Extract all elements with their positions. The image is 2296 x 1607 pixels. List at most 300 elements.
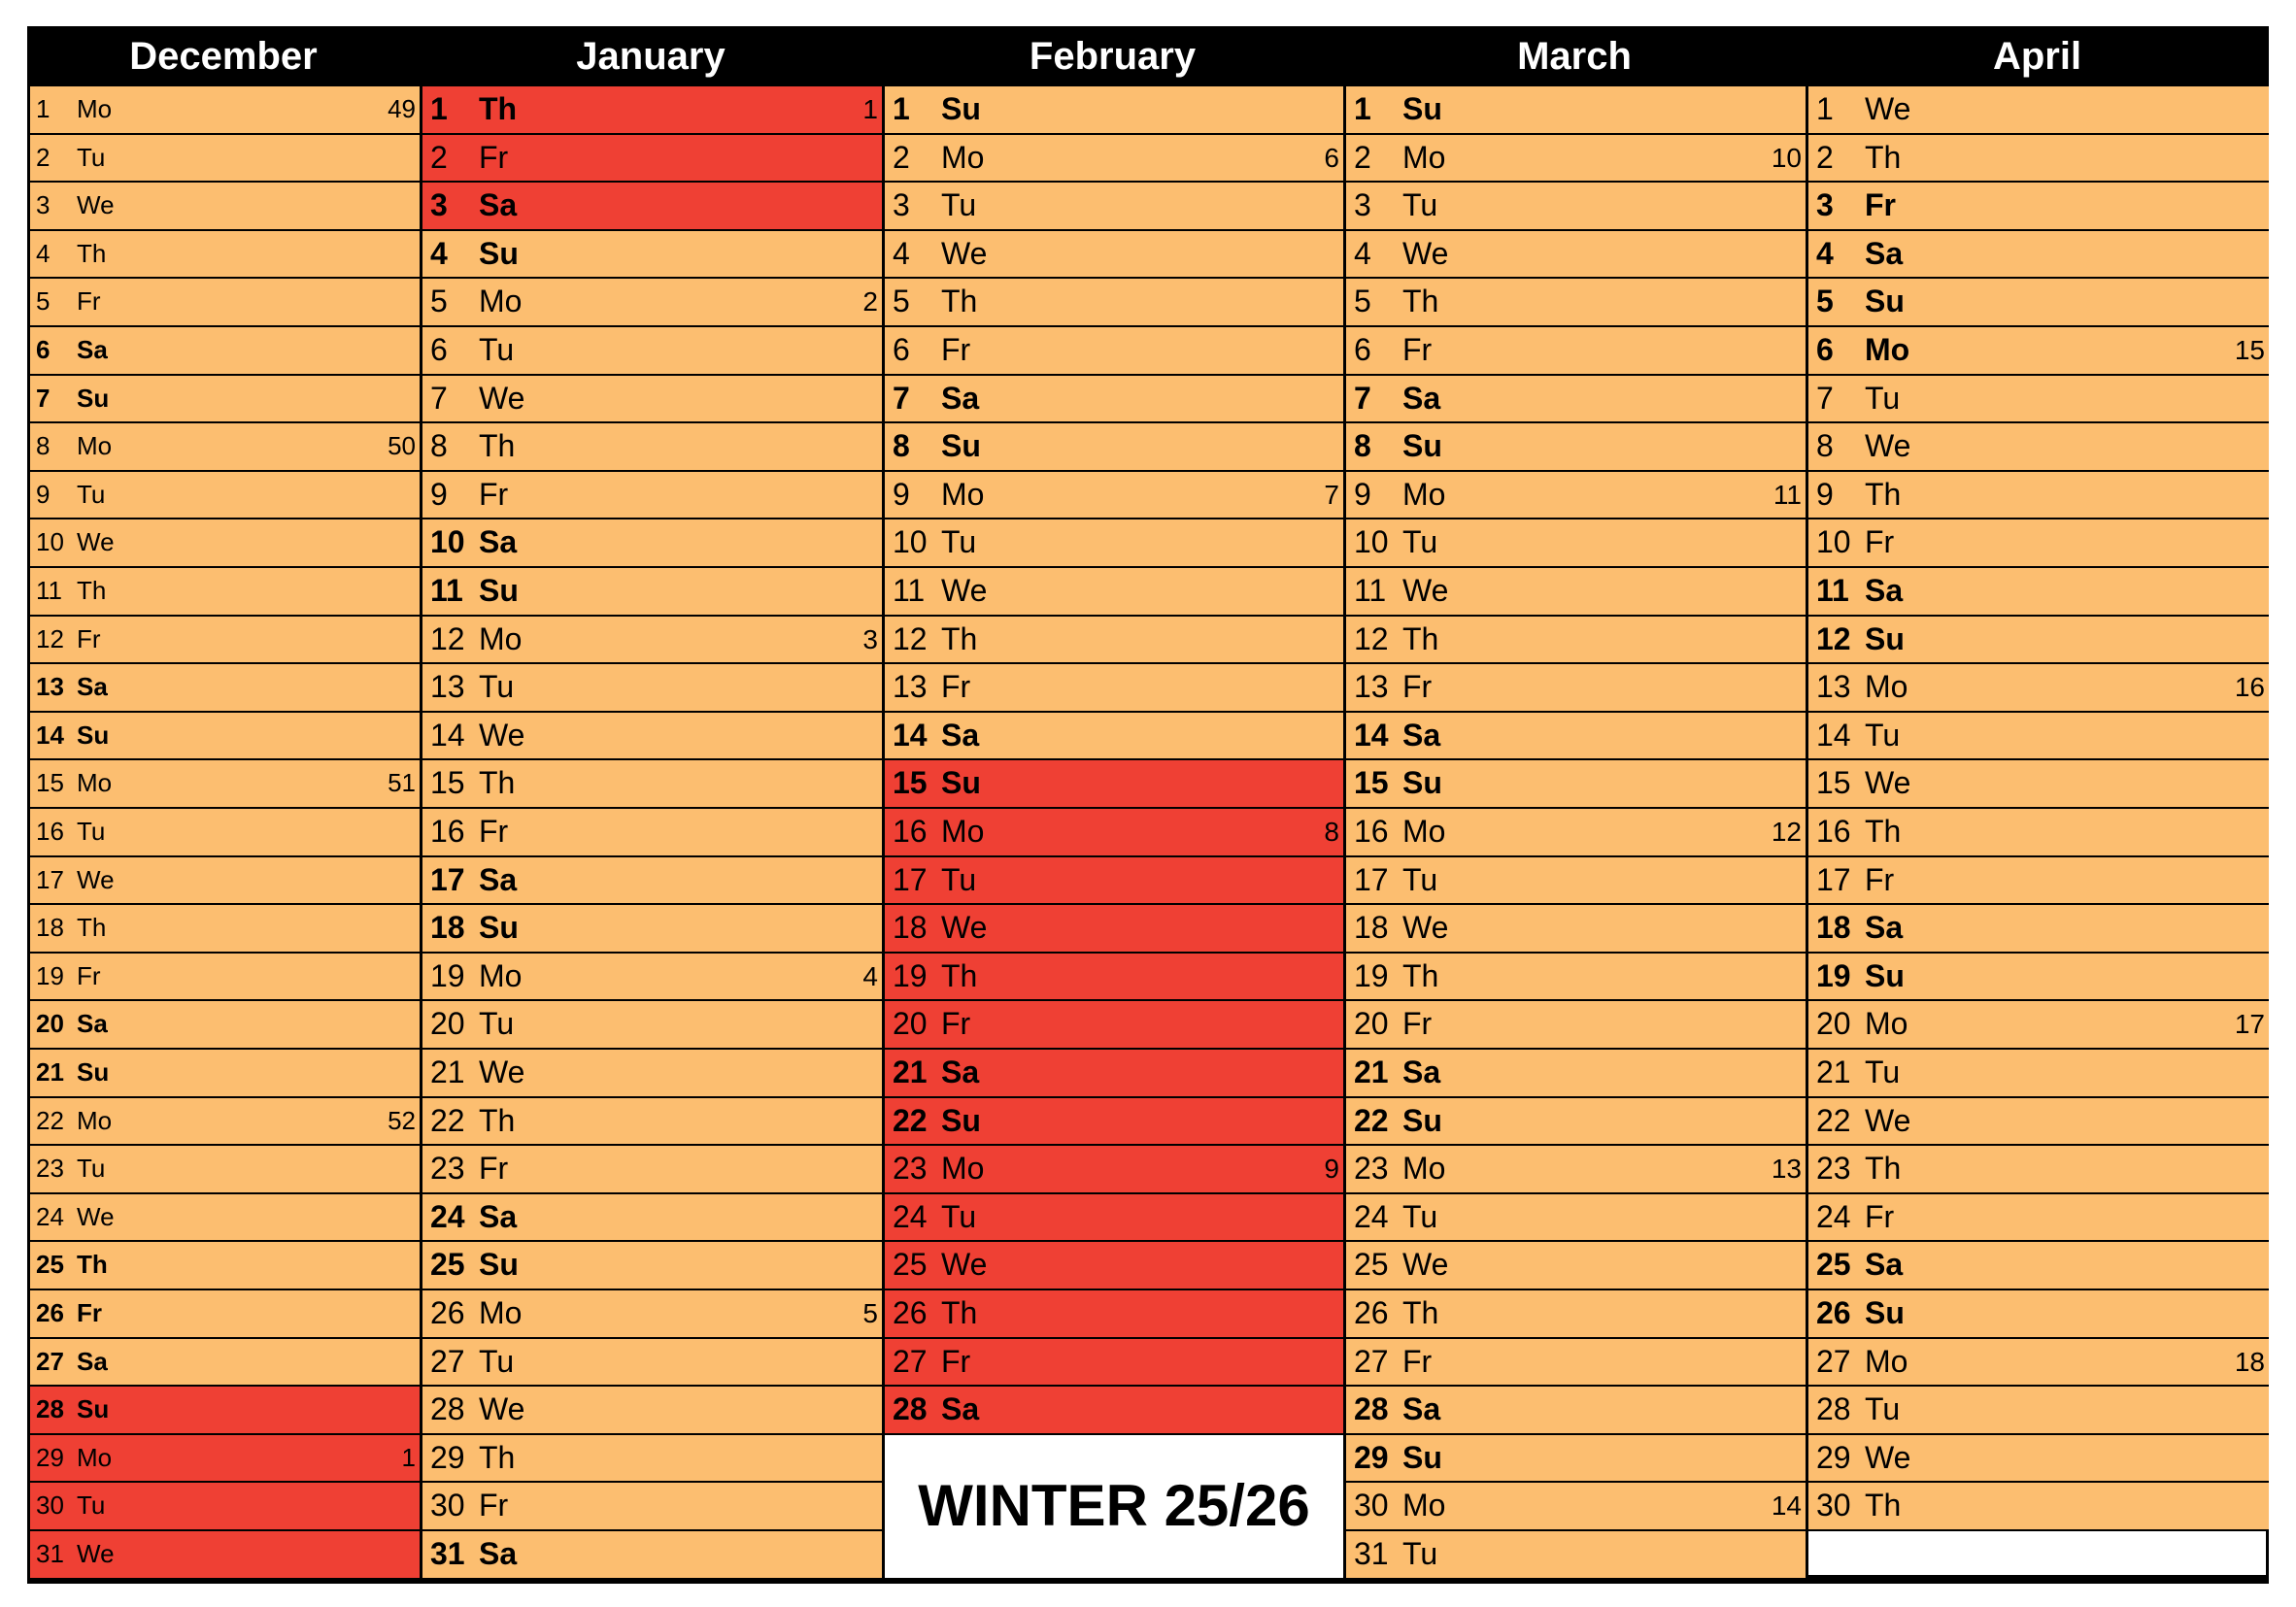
week-number: 12 xyxy=(1771,817,1802,847)
day-number: 5 xyxy=(36,286,51,317)
weekday: Th xyxy=(1865,476,1902,512)
day-cell xyxy=(885,86,1343,133)
day-number: 12 xyxy=(430,620,465,656)
day-number: 4 xyxy=(430,235,448,271)
weekday: Su xyxy=(479,1247,519,1283)
week-number: 6 xyxy=(1324,142,1339,173)
day-number: 27 xyxy=(893,1343,928,1379)
day-number: 19 xyxy=(36,960,64,990)
weekday: Th xyxy=(1865,139,1902,175)
day-number: 21 xyxy=(1816,1055,1851,1089)
day-number: 23 xyxy=(36,1154,64,1184)
weekday: We xyxy=(1402,235,1449,271)
month-header-december: December xyxy=(129,35,318,78)
weekday: We xyxy=(77,1539,115,1568)
day-number: 26 xyxy=(36,1298,64,1327)
weekday: Su xyxy=(479,235,519,271)
weekday: Fr xyxy=(1865,1198,1895,1234)
week-number: 9 xyxy=(1324,1154,1339,1185)
day-number: 27 xyxy=(36,1346,64,1376)
day-number: 9 xyxy=(1354,476,1371,512)
day-number: 27 xyxy=(1354,1343,1389,1379)
day-cell xyxy=(885,954,1343,1000)
day-number: 16 xyxy=(893,814,928,849)
day-cell xyxy=(1346,327,1806,374)
week-number: 8 xyxy=(1324,817,1339,847)
weekday: Th xyxy=(479,428,516,464)
weekday: Tu xyxy=(1865,717,1901,753)
week-number: 1 xyxy=(862,94,878,124)
month-header-january: January xyxy=(576,35,726,78)
day-cell xyxy=(885,519,1343,566)
day-number: 30 xyxy=(430,1488,465,1523)
week-number: 3 xyxy=(862,623,878,654)
weekday: Su xyxy=(1402,91,1442,126)
day-cell xyxy=(1808,1001,2269,1048)
day-number: 11 xyxy=(1354,573,1387,608)
day-number: 21 xyxy=(893,1055,928,1089)
empty-cell xyxy=(1808,1531,2266,1575)
weekday: Mo xyxy=(77,1442,113,1472)
weekday: We xyxy=(77,864,115,894)
day-cell xyxy=(30,1098,420,1145)
day-cell xyxy=(885,1387,1343,1433)
day-cell xyxy=(1346,954,1806,1000)
day-number: 4 xyxy=(1354,235,1371,271)
day-number: 29 xyxy=(430,1439,465,1475)
day-number: 3 xyxy=(1816,187,1834,223)
day-cell xyxy=(422,1483,882,1529)
weekday: Mo xyxy=(479,957,523,993)
day-number: 24 xyxy=(430,1198,465,1234)
weekday: Tu xyxy=(479,332,515,367)
weekday: Mo xyxy=(941,814,985,849)
day-number: 16 xyxy=(430,814,465,849)
weekday: Sa xyxy=(1865,1247,1904,1283)
day-number: 3 xyxy=(36,190,51,220)
day-cell xyxy=(30,809,420,855)
weekday: We xyxy=(1865,765,1911,801)
day-cell xyxy=(1808,135,2269,182)
day-cell xyxy=(30,617,420,663)
week-number: 7 xyxy=(1324,479,1339,510)
day-number: 7 xyxy=(893,380,910,416)
day-cell xyxy=(30,472,420,519)
day-number: 16 xyxy=(1354,814,1389,849)
day-cell xyxy=(1346,86,1806,133)
day-cell xyxy=(422,1387,882,1433)
weekday: Th xyxy=(77,576,107,605)
day-cell xyxy=(1346,1146,1806,1192)
weekday: Mo xyxy=(941,139,985,175)
weekday: Fr xyxy=(941,1006,971,1042)
weekday: Fr xyxy=(1402,332,1433,367)
day-number: 5 xyxy=(430,284,448,319)
week-number: 1 xyxy=(401,1442,416,1472)
weekday: Tu xyxy=(1402,1198,1438,1234)
weekday: Mo xyxy=(1865,1343,1908,1379)
week-number: 18 xyxy=(2234,1346,2265,1377)
weekday: Tu xyxy=(77,817,106,846)
day-cell xyxy=(1808,1146,2269,1192)
weekday: Th xyxy=(479,765,516,801)
day-cell xyxy=(30,1242,420,1289)
day-number: 29 xyxy=(36,1442,64,1472)
day-cell xyxy=(422,183,882,229)
weekday: Th xyxy=(77,238,107,268)
weekday: Mo xyxy=(479,620,523,656)
day-cell xyxy=(885,1001,1343,1048)
weekday: We xyxy=(1865,1439,1911,1475)
weekday: We xyxy=(1402,1247,1449,1283)
weekday: Mo xyxy=(1402,814,1446,849)
day-cell xyxy=(422,954,882,1000)
day-number: 15 xyxy=(893,765,928,801)
weekday: Su xyxy=(479,910,519,946)
day-number: 24 xyxy=(893,1198,928,1234)
day-cell xyxy=(30,1290,420,1337)
weekday: Su xyxy=(77,383,110,413)
day-number: 24 xyxy=(1816,1198,1851,1234)
day-number: 16 xyxy=(1816,814,1851,849)
weekday: Sa xyxy=(479,187,518,223)
weekday: Mo xyxy=(77,94,113,123)
day-number: 31 xyxy=(1354,1536,1389,1571)
weekday: Mo xyxy=(1402,1151,1446,1187)
day-number: 23 xyxy=(1816,1151,1851,1187)
day-cell xyxy=(422,1339,882,1386)
day-cell xyxy=(422,1435,882,1482)
day-number: 25 xyxy=(893,1247,928,1283)
day-cell xyxy=(422,1001,882,1048)
day-number: 28 xyxy=(1354,1391,1389,1427)
day-number: 15 xyxy=(36,768,64,798)
weekday: Su xyxy=(1865,620,1905,656)
weekday: Su xyxy=(1865,957,1905,993)
day-number: 18 xyxy=(36,913,64,943)
day-cell xyxy=(422,1242,882,1289)
week-number: 16 xyxy=(2234,672,2265,703)
weekday: Th xyxy=(479,91,518,126)
day-number: 5 xyxy=(893,284,910,319)
weekday: Tu xyxy=(1402,1536,1438,1571)
day-cell xyxy=(1346,1194,1806,1241)
day-cell xyxy=(1808,760,2269,807)
day-number: 11 xyxy=(36,576,62,605)
weekday: We xyxy=(1865,1102,1911,1138)
weekday: Sa xyxy=(941,717,980,753)
day-cell xyxy=(1346,1242,1806,1289)
weekday: Fr xyxy=(479,814,509,849)
day-cell xyxy=(1346,664,1806,711)
weekday: Th xyxy=(941,620,978,656)
day-number: 18 xyxy=(1816,910,1851,946)
day-cell xyxy=(1346,1001,1806,1048)
day-cell xyxy=(1346,1050,1806,1096)
day-cell xyxy=(1808,617,2269,663)
day-cell xyxy=(1808,423,2269,470)
day-cell xyxy=(1346,713,1806,759)
day-number: 13 xyxy=(430,669,465,705)
day-cell xyxy=(1808,1050,2269,1096)
day-number: 25 xyxy=(36,1250,64,1280)
day-cell xyxy=(30,1001,420,1048)
day-cell xyxy=(885,568,1343,615)
weekday: Su xyxy=(1402,1102,1442,1138)
day-number: 27 xyxy=(430,1343,465,1379)
day-cell xyxy=(1346,857,1806,904)
day-number: 9 xyxy=(36,479,51,509)
day-cell xyxy=(30,713,420,759)
day-number: 2 xyxy=(430,139,448,175)
weekday: Su xyxy=(941,428,981,464)
weekday: Th xyxy=(479,1439,516,1475)
day-cell xyxy=(30,1050,420,1096)
weekday: Fr xyxy=(1865,524,1895,560)
day-number: 1 xyxy=(430,91,448,126)
day-cell xyxy=(30,664,420,711)
weekday: Mo xyxy=(77,768,113,798)
weekday: Sa xyxy=(479,1198,518,1234)
day-number: 2 xyxy=(1816,139,1834,175)
weekday: Sa xyxy=(77,672,108,702)
day-cell xyxy=(885,713,1343,759)
day-number: 9 xyxy=(1816,476,1834,512)
month-header-march: March xyxy=(1517,35,1632,78)
day-number: 20 xyxy=(430,1006,465,1042)
day-number: 6 xyxy=(1354,332,1371,367)
weekday: We xyxy=(941,573,988,608)
day-number: 19 xyxy=(1354,957,1389,993)
day-number: 22 xyxy=(36,1105,64,1135)
weekday: Mo xyxy=(1402,476,1446,512)
weekday: Su xyxy=(479,573,519,608)
day-cell xyxy=(422,1050,882,1096)
day-cell xyxy=(422,617,882,663)
day-cell xyxy=(1346,1387,1806,1433)
week-number: 5 xyxy=(862,1298,878,1328)
weekday: Su xyxy=(77,1394,110,1424)
day-cell xyxy=(422,86,882,133)
week-number: 52 xyxy=(388,1105,416,1135)
day-number: 11 xyxy=(1816,573,1849,608)
winter-calendar xyxy=(27,26,2269,1584)
weekday: Mo xyxy=(479,284,523,319)
day-number: 17 xyxy=(893,861,928,897)
weekday: Su xyxy=(941,91,981,126)
weekday: Mo xyxy=(941,1151,985,1187)
weekday: Fr xyxy=(77,1298,102,1327)
day-number: 22 xyxy=(893,1102,928,1138)
day-number: 1 xyxy=(36,94,51,123)
month-header-april: April xyxy=(1992,35,2082,78)
weekday: We xyxy=(1402,573,1449,608)
day-cell xyxy=(422,713,882,759)
day-number: 6 xyxy=(36,335,51,364)
day-cell xyxy=(885,617,1343,663)
day-number: 10 xyxy=(1816,524,1851,560)
day-number: 18 xyxy=(430,910,465,946)
day-cell xyxy=(30,857,420,904)
day-number: 14 xyxy=(1816,717,1851,753)
day-cell xyxy=(422,327,882,374)
day-number: 3 xyxy=(1354,187,1371,223)
day-number: 28 xyxy=(893,1391,928,1427)
weekday: Su xyxy=(1402,765,1442,801)
day-cell xyxy=(885,1050,1343,1096)
weekday: Tu xyxy=(77,142,106,172)
day-number: 15 xyxy=(1354,765,1389,801)
day-cell xyxy=(30,423,420,470)
day-cell xyxy=(1346,183,1806,229)
day-cell xyxy=(1808,327,2269,374)
day-number: 14 xyxy=(430,717,465,753)
day-cell xyxy=(885,857,1343,904)
day-number: 26 xyxy=(893,1295,928,1330)
day-cell xyxy=(1346,423,1806,470)
week-number: 11 xyxy=(1773,479,1802,510)
day-number: 24 xyxy=(1354,1198,1389,1234)
weekday: Mo xyxy=(1865,1006,1908,1042)
day-number: 1 xyxy=(1816,91,1834,126)
day-number: 17 xyxy=(36,864,64,894)
weekday: Sa xyxy=(479,1536,518,1571)
day-cell xyxy=(30,1194,420,1241)
day-number: 10 xyxy=(1354,524,1389,560)
day-cell xyxy=(422,376,882,422)
day-number: 3 xyxy=(893,187,910,223)
day-number: 18 xyxy=(1354,910,1389,946)
day-cell xyxy=(1808,954,2269,1000)
day-cell xyxy=(422,1194,882,1241)
day-number: 13 xyxy=(36,672,64,702)
weekday: Tu xyxy=(479,1343,515,1379)
week-number: 17 xyxy=(2234,1009,2265,1040)
day-cell xyxy=(1346,905,1806,952)
day-number: 7 xyxy=(1816,380,1834,416)
weekday: Tu xyxy=(77,479,106,509)
day-number: 10 xyxy=(893,524,928,560)
weekday: Th xyxy=(941,1295,978,1330)
day-cell xyxy=(422,423,882,470)
day-number: 19 xyxy=(893,957,928,993)
weekday: Th xyxy=(77,1250,108,1280)
day-number: 15 xyxy=(430,765,465,801)
day-cell xyxy=(422,857,882,904)
weekday: Mo xyxy=(941,476,985,512)
weekday: Th xyxy=(1402,957,1439,993)
weekday: Sa xyxy=(1402,717,1441,753)
day-cell xyxy=(1808,664,2269,711)
day-number: 26 xyxy=(1816,1295,1851,1330)
day-cell xyxy=(1808,86,2269,133)
day-number: 12 xyxy=(893,620,928,656)
weekday: We xyxy=(1402,910,1449,946)
day-cell xyxy=(1346,1290,1806,1337)
day-number: 17 xyxy=(1816,861,1851,897)
day-cell xyxy=(30,760,420,807)
day-cell xyxy=(30,279,420,325)
weekday: Fr xyxy=(1865,187,1896,223)
day-number: 5 xyxy=(1816,284,1834,319)
day-cell xyxy=(1808,1242,2269,1289)
day-number: 1 xyxy=(1354,91,1371,126)
weekday: Su xyxy=(77,1057,110,1087)
day-cell xyxy=(30,86,420,133)
day-cell xyxy=(885,376,1343,422)
weekday: Tu xyxy=(479,669,515,705)
weekday: Sa xyxy=(941,1055,980,1089)
day-number: 18 xyxy=(893,910,928,946)
day-number: 27 xyxy=(1816,1343,1851,1379)
day-number: 13 xyxy=(893,669,928,705)
weekday: Su xyxy=(1865,284,1905,319)
day-cell xyxy=(885,135,1343,182)
weekday: Mo xyxy=(77,1105,113,1135)
day-cell xyxy=(422,760,882,807)
weekday: Tu xyxy=(479,1006,515,1042)
day-cell xyxy=(30,1387,420,1433)
day-number: 28 xyxy=(430,1391,465,1427)
day-cell xyxy=(885,1339,1343,1386)
day-cell xyxy=(1808,472,2269,519)
day-cell xyxy=(1808,519,2269,566)
day-number: 19 xyxy=(430,957,465,993)
day-number: 21 xyxy=(36,1057,64,1087)
day-cell xyxy=(885,423,1343,470)
day-number: 22 xyxy=(1354,1102,1389,1138)
day-number: 10 xyxy=(430,524,465,560)
day-number: 28 xyxy=(1816,1391,1851,1427)
day-number: 3 xyxy=(430,187,448,223)
day-cell xyxy=(885,809,1343,855)
day-cell xyxy=(1346,472,1806,519)
day-number: 8 xyxy=(1354,428,1371,464)
day-number: 23 xyxy=(430,1151,465,1187)
day-cell xyxy=(1808,1483,2269,1529)
day-number: 22 xyxy=(1816,1102,1851,1138)
week-number: 4 xyxy=(862,960,878,991)
day-number: 4 xyxy=(36,238,51,268)
day-number: 17 xyxy=(430,861,465,897)
day-number: 11 xyxy=(893,573,926,608)
weekday: We xyxy=(479,1055,525,1089)
day-cell xyxy=(1808,279,2269,325)
weekday: Tu xyxy=(77,1490,106,1521)
day-number: 24 xyxy=(36,1201,64,1231)
weekday: Tu xyxy=(1865,1055,1901,1089)
weekday: Th xyxy=(1402,1295,1439,1330)
day-cell xyxy=(422,472,882,519)
weekday: Tu xyxy=(941,861,977,897)
day-number: 7 xyxy=(1354,380,1371,416)
day-number: 20 xyxy=(1816,1006,1851,1042)
day-cell xyxy=(422,809,882,855)
weekday: We xyxy=(941,1247,988,1283)
weekday: Tu xyxy=(1865,1391,1901,1427)
day-number: 31 xyxy=(430,1536,465,1571)
day-number: 1 xyxy=(893,91,910,126)
day-number: 13 xyxy=(1816,669,1851,705)
day-cell xyxy=(30,135,420,182)
day-number: 8 xyxy=(36,431,51,461)
day-cell xyxy=(1808,1435,2269,1482)
day-number: 15 xyxy=(1816,765,1851,801)
weekday: Fr xyxy=(479,476,509,512)
day-cell xyxy=(1808,1387,2269,1433)
weekday: Th xyxy=(479,1102,516,1138)
weekday: We xyxy=(1865,428,1911,464)
